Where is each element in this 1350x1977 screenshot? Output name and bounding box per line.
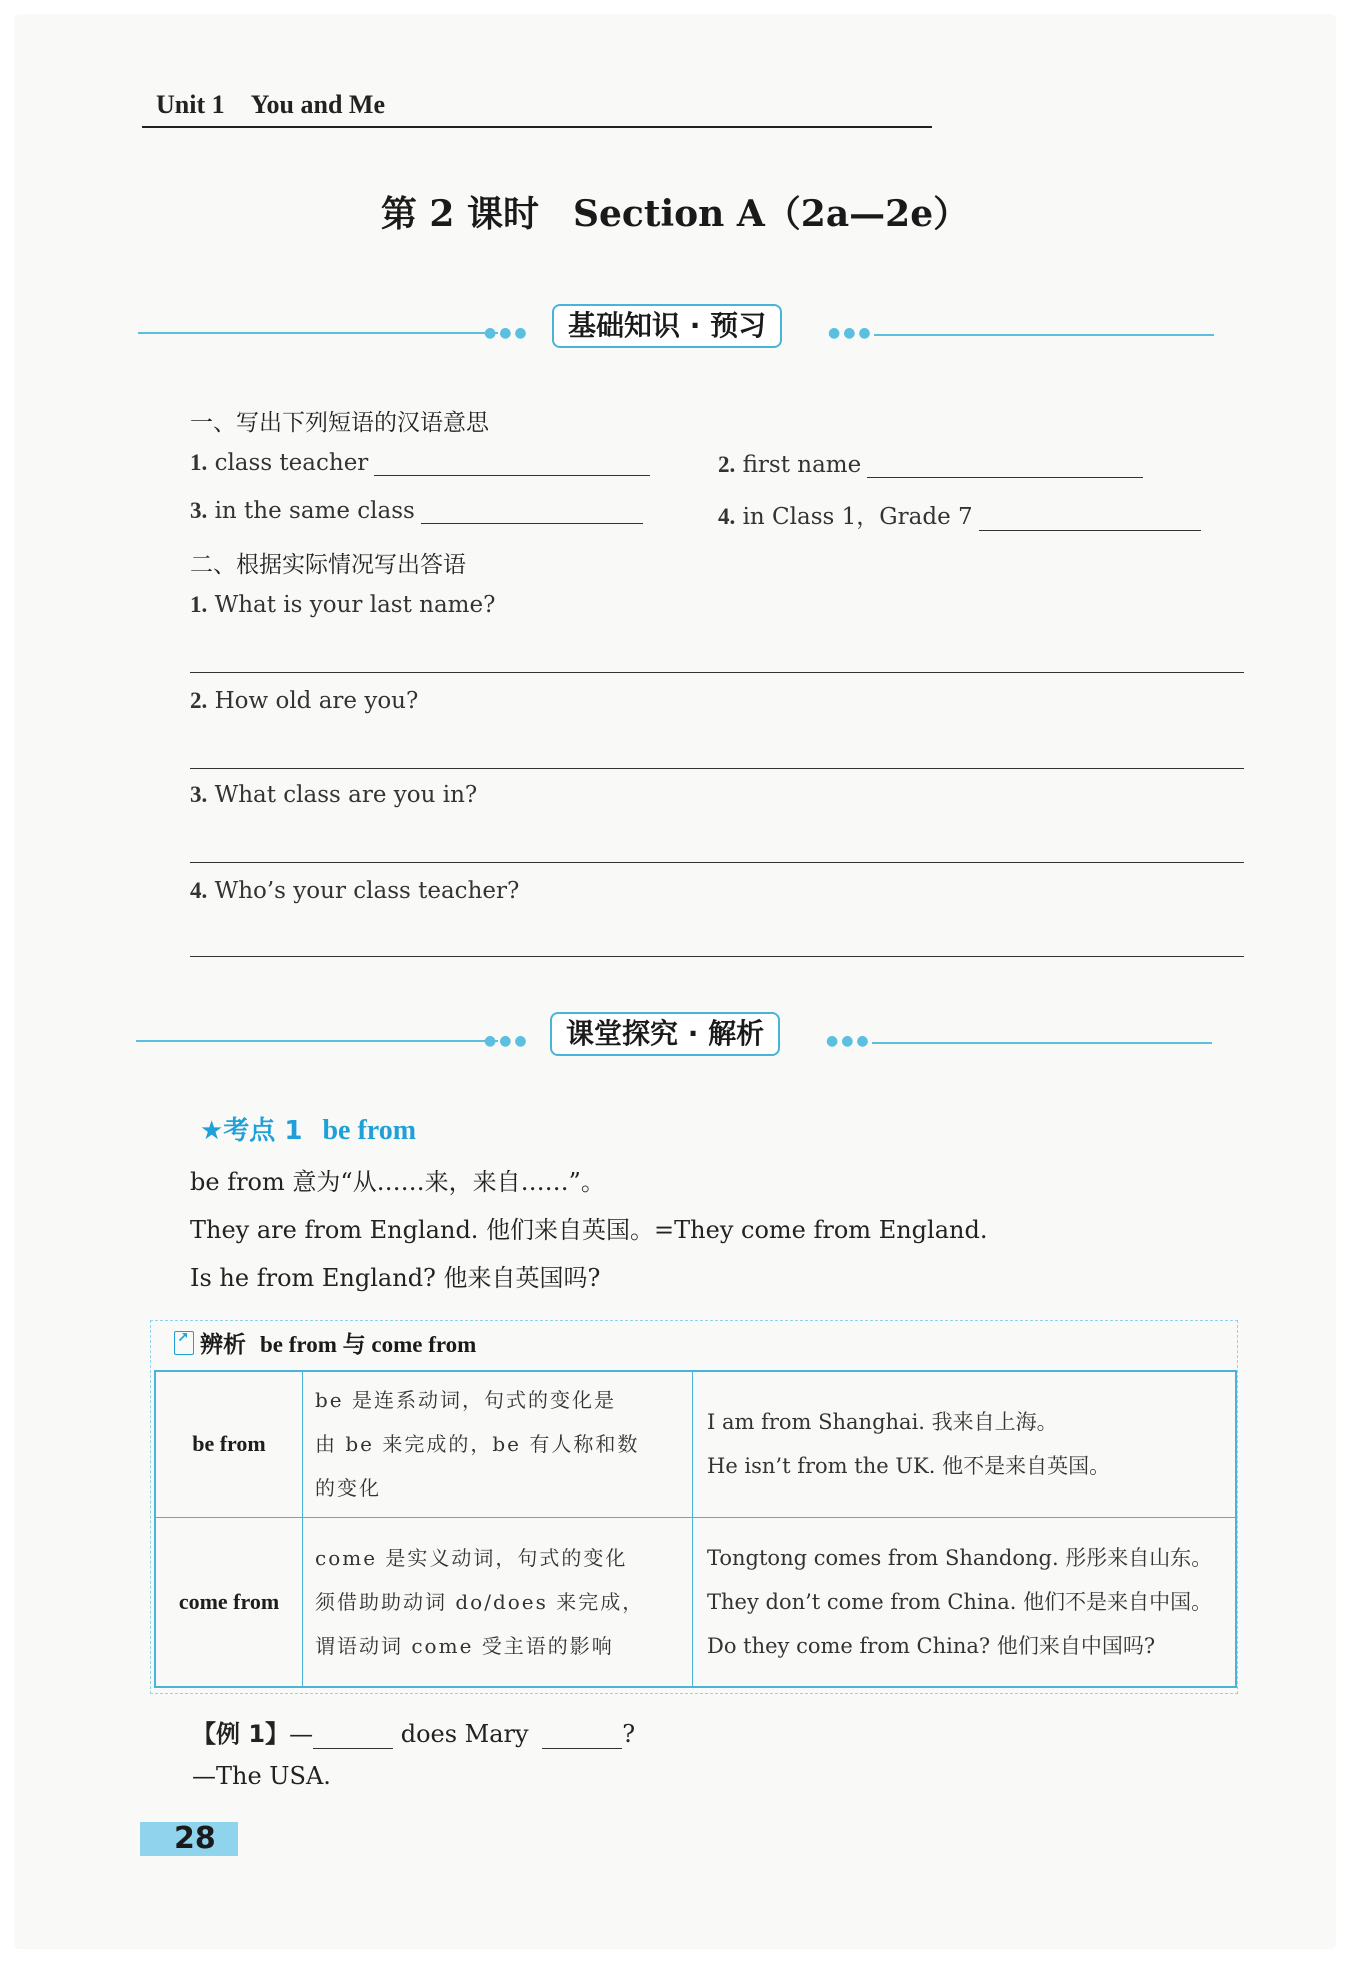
lesson-title [0, 186, 1350, 237]
note-line: be 是连系动词，句式的变化是 [315, 1388, 616, 1413]
answer-blank[interactable] [979, 508, 1201, 531]
answer-blank[interactable] [374, 453, 650, 476]
answer-line[interactable] [190, 672, 1244, 673]
answer-blank[interactable] [542, 1726, 622, 1749]
question-item [190, 592, 495, 618]
example-question [192, 1714, 635, 1749]
answer-blank[interactable] [421, 501, 643, 524]
banner-dots-left: ●●● [484, 325, 530, 341]
item-number: 1. [190, 450, 208, 475]
comparison-title [174, 1326, 476, 1359]
note-cell [303, 1371, 693, 1517]
term-cell: come from [155, 1517, 303, 1687]
example-text: does Mary [400, 1720, 529, 1748]
banner-line-right [872, 1042, 1212, 1044]
question-number: 4. [190, 878, 208, 903]
table-row [155, 1517, 1236, 1687]
question-number: 1. [190, 592, 208, 617]
question-item [190, 878, 519, 904]
question-text: What class are you in? [214, 782, 478, 808]
answer-line[interactable] [190, 956, 1244, 957]
answer-blank[interactable] [867, 455, 1143, 478]
banner-dots-left: ●●● [484, 1033, 530, 1049]
question-item [190, 688, 418, 714]
explanation-line: They are from England. 他们来自英国。=They come from England. [190, 1216, 988, 1244]
kaodian-label: ★考点 1 [200, 1116, 303, 1146]
banner-line-left [138, 332, 498, 334]
banner-line-right [874, 334, 1214, 336]
item-text: class teacher [214, 450, 369, 476]
item-text: first name [742, 452, 862, 478]
phrase-item [190, 450, 650, 476]
example-line: I am from Shanghai. 我来自上海。 [707, 1410, 1058, 1435]
section-banner-preview: 基础知识 · 预习 [552, 304, 782, 348]
part1-heading: 一、写出下列短语的汉语意思 [190, 410, 489, 436]
explanation-line: be from 意为“从……来，来自……”。 [190, 1168, 605, 1196]
example-answer: —The USA. [192, 1762, 331, 1790]
banner-dots-right: ●●● [828, 325, 874, 341]
example-end: ? [622, 1720, 636, 1748]
question-number: 3. [190, 782, 208, 807]
note-line: come 是实义动词，句式的变化 [315, 1545, 628, 1570]
answer-line[interactable] [190, 862, 1244, 863]
item-number: 3. [190, 498, 208, 523]
note-line: 谓语动词 come 受主语的影响 [315, 1633, 614, 1658]
question-item [190, 782, 477, 808]
question-text: How old are you? [214, 688, 419, 714]
workbook-page [14, 14, 1336, 1949]
kaodian-topic: be from [322, 1115, 417, 1146]
comparison-topic: be from 与 come from [260, 1332, 477, 1357]
question-text: What is your last name? [214, 592, 496, 618]
example-label: 【例 1】 [192, 1720, 290, 1748]
comparison-label: 辨析 [200, 1332, 246, 1358]
phrase-item [190, 498, 643, 524]
term-cell: be from [155, 1371, 303, 1517]
item-text: in the same class [214, 498, 415, 524]
unit-title: You and Me [250, 90, 385, 119]
header-rule [142, 126, 932, 128]
note-cell [303, 1517, 693, 1687]
example-cell [693, 1517, 1237, 1687]
example-line: Do they come from China? 他们来自中国吗? [707, 1633, 1156, 1658]
lesson-title-cn: 第 2 课时 [380, 193, 539, 235]
explanation-line: Is he from England? 他来自英国吗? [190, 1264, 601, 1292]
example-line: He isn’t from the UK. 他不是来自英国。 [707, 1454, 1111, 1479]
phrase-item [718, 498, 1201, 531]
phrase-item [718, 452, 1143, 478]
pen-icon [174, 1331, 194, 1355]
example-cell [693, 1371, 1237, 1517]
question-number: 2. [190, 688, 208, 713]
item-number: 2. [718, 452, 736, 477]
note-line: 由 be 来完成的，be 有人称和数 [315, 1432, 640, 1457]
table-row [155, 1371, 1236, 1517]
note-line: 须借助助动词 do/does 来完成， [315, 1589, 645, 1614]
part2-heading: 二、根据实际情况写出答语 [190, 552, 466, 578]
example-dash: — [289, 1720, 314, 1748]
note-line: 的变化 [315, 1476, 381, 1501]
item-number: 4. [718, 504, 736, 529]
section-banner-explore: 课堂探究 · 解析 [550, 1012, 780, 1056]
answer-blank[interactable] [313, 1726, 393, 1749]
page-number: 28 [140, 1822, 238, 1856]
unit-header [156, 90, 385, 120]
comparison-table [154, 1370, 1237, 1688]
kaodian-heading [200, 1110, 416, 1147]
item-text: in Class 1，Grade 7 [742, 504, 973, 530]
banner-dots-right: ●●● [826, 1033, 872, 1049]
example-line: Tongtong comes from Shandong. 彤彤来自山东。 [707, 1545, 1213, 1570]
answer-line[interactable] [190, 768, 1244, 769]
example-line: They don’t come from China. 他们不是来自中国。 [707, 1589, 1213, 1614]
lesson-title-en: Section A（2a—2e） [573, 193, 970, 235]
banner-line-left [136, 1040, 498, 1042]
question-text: Who’s your class teacher? [214, 878, 520, 904]
unit-number: Unit 1 [156, 90, 225, 119]
